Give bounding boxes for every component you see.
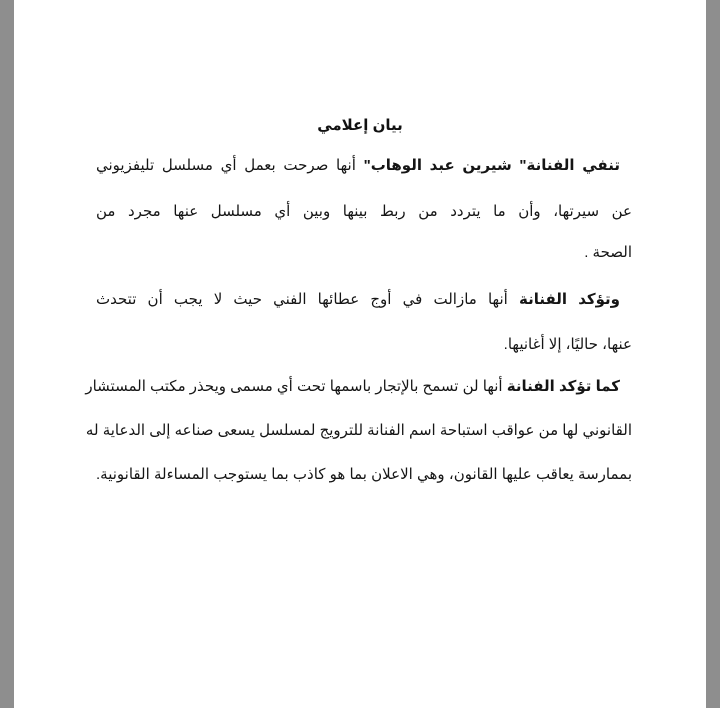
paragraph-3-line-1 (85, 377, 632, 395)
line-text: أنها لن تسمح بالإتجار باسمها تحت أي مسمى ويحذر مكتب المستشار (85, 378, 507, 395)
line-text: عنها، حاليًا، إلا أغانيها. (503, 336, 632, 353)
bold-lead: تنفي الفنانة" شيرين عبد الوهاب" (363, 157, 620, 174)
paragraph-2-line-2 (96, 335, 632, 353)
line-text: بممارسة يعاقب عليها القانون، وهي الاعلان بما هو كاذب بما يستوجب المساءلة القانونية. (96, 466, 632, 483)
line-text: أنها مازالت في أوج عطائها الفني حيث لا يجب أن تتحدث (96, 291, 519, 308)
paragraph-1-line-2 (96, 202, 632, 220)
document-title: بيان إعلامي (317, 117, 403, 134)
paragraph-1-line-1 (96, 156, 632, 174)
line-text: أنها صرحت بعمل أي مسلسل تليفزيوني (96, 157, 364, 174)
line-text: الصحة . (584, 244, 632, 261)
bold-lead: كما تؤكد الفنانة (506, 378, 620, 395)
line-text: عن سيرتها، وأن ما يتردد من ربط بينها وبين أي مسلسل عنها مجرد من (96, 203, 632, 220)
paragraph-3-line-2 (85, 421, 632, 439)
line-text: القانوني لها من عواقب استباحة اسم الفنانة للترويج لمسلسل يسعى صناعه إلى الدعاية له (85, 422, 632, 439)
paragraph-3-line-3 (96, 465, 632, 483)
paragraph-1-line-3 (96, 243, 632, 261)
paragraph-2-line-1 (96, 290, 632, 308)
document-page (14, 0, 706, 708)
bold-lead: وتؤكد الفنانة (519, 291, 620, 308)
